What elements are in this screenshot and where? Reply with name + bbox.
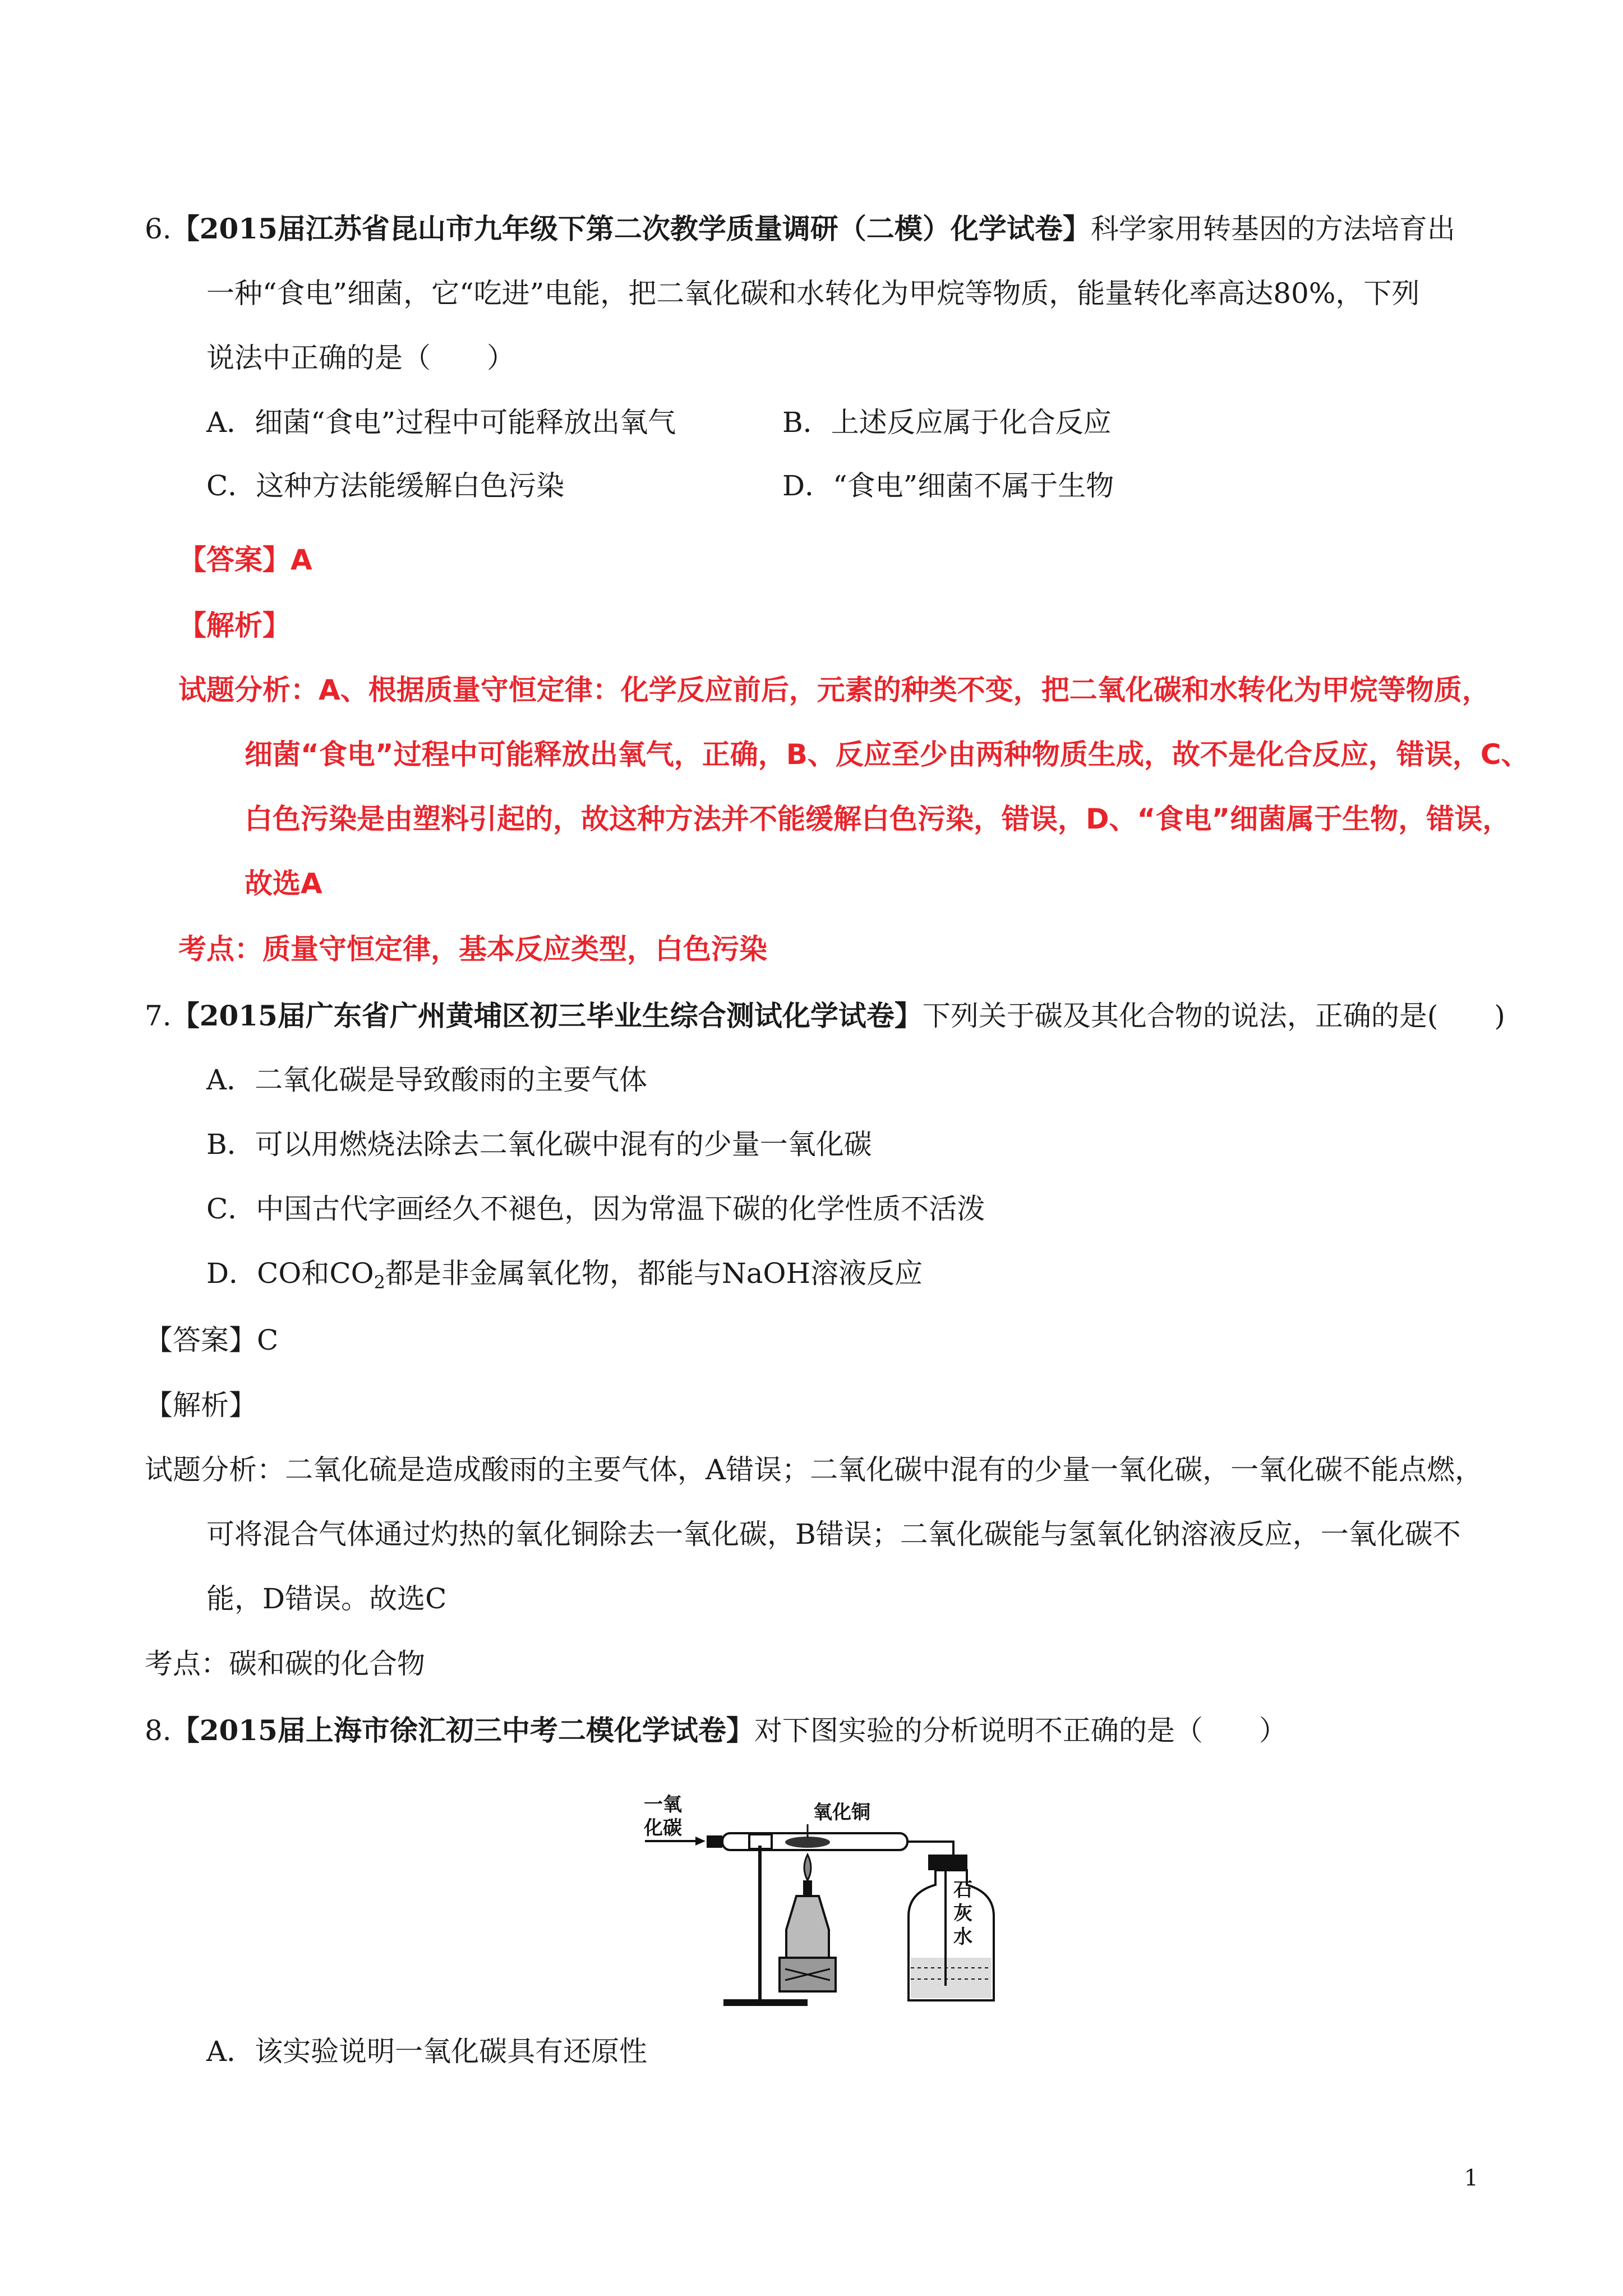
question-7-option-b: B．可以用燃烧法除去二氧化碳中混有的少量一氧化碳: [206, 1128, 872, 1161]
lime-water-bottle: [909, 1855, 994, 2000]
figure-label-co-1: 一氧: [644, 1793, 682, 1816]
question-6-option-d: D．“食电”细菌不属于生物: [782, 470, 1114, 502]
question-7-option-d: [206, 1255, 923, 1291]
question-7-analysis-line-1: 试题分析：二氧化硫是造成酸雨的主要气体，A错误；二氧化碳中混有的少量一氧化碳，一氧化碳不能点燃，: [145, 1453, 1483, 1486]
question-6-analysis-line-4: 故选A: [245, 867, 322, 900]
figure-label-co-2: 化碳: [644, 1817, 682, 1839]
co-reduction-apparatus-figure: [639, 1789, 998, 2014]
question-6-stem-line-3: 说法中正确的是（ ）: [206, 342, 515, 374]
question-number: 7.: [145, 1000, 172, 1032]
question-stem: 科学家用转基因的方法培育出: [1090, 213, 1455, 245]
option-d-text-rest: 都是非金属氧化物，都能与NaOH溶液反应: [385, 1257, 923, 1290]
question-stem: 下列关于碳及其化合物的说法，正确的是( ): [922, 1000, 1505, 1032]
option-d-text: D．CO和CO: [206, 1257, 374, 1290]
question-7-analysis-line-2: 可将混合气体通过灼热的氧化铜除去一氧化碳，B错误；二氧化碳能与氢氧化钠溶液反应，一氧化碳不: [206, 1518, 1461, 1550]
question-7-stem: [145, 998, 1505, 1034]
question-6-stem-line-1: [145, 211, 1455, 247]
question-source: 【2015届上海市徐汇初三中考二模化学试卷】: [171, 1714, 754, 1747]
question-number: 8.: [145, 1714, 172, 1747]
answer-label: 【答案】: [145, 1324, 257, 1356]
question-6-analysis-line-1: 试题分析：A、根据质量守恒定律：化学反应前后，元素的种类不变，把二氧化碳和水转化为甲烷等物质，: [178, 674, 1490, 706]
question-6-option-c: C．这种方法能缓解白色污染: [206, 470, 565, 502]
question-7-option-a: A．二氧化碳是导致酸雨的主要气体: [206, 1064, 648, 1096]
figure-label-lime-1: 石: [953, 1879, 972, 1901]
reaction-tube: [707, 1824, 953, 1857]
page-number: 1: [1464, 2165, 1478, 2191]
question-6-kaodian: 考点：质量守恒定律，基本反应类型，白色污染: [178, 933, 767, 965]
question-7-analysis-label: 【解析】: [145, 1389, 257, 1421]
question-source: 【2015届广东省广州黄埔区初三毕业生综合测试化学试卷】: [171, 999, 923, 1032]
figure-label-cuo: 氧化铜: [813, 1801, 870, 1824]
analysis-label: 【解析】: [178, 609, 291, 642]
question-source: 【2015届江苏省昆山市九年级下第二次教学质量调研（二模）化学试卷】: [171, 212, 1091, 245]
answer-label: 【答案】: [178, 544, 291, 576]
question-7-answer: [145, 1322, 278, 1358]
question-stem: 对下图实验的分析说明不正确的是（ ）: [754, 1714, 1287, 1747]
question-8-stem: [145, 1713, 1287, 1749]
alcohol-lamp: [780, 1855, 836, 1991]
question-6-analysis-label: [178, 608, 291, 643]
figure-label-lime-3: 水: [953, 1926, 972, 1948]
question-6-analysis-line-2: 细菌“食电”过程中可能释放出氧气，正确，B、反应至少由两种物质生成，故不是化合反应，错误，C、: [245, 738, 1529, 771]
subscript: 2: [374, 1272, 385, 1293]
question-6-stem-line-2: 一种“食电”细菌，它“吃进”电能，把二氧化碳和水转化为甲烷等物质，能量转化率高达80%，下列: [206, 277, 1420, 310]
figure-label-lime-2: 灰: [953, 1902, 972, 1925]
question-6-answer: [178, 542, 312, 578]
question-6-option-a: A．细菌“食电”过程中可能释放出氧气: [206, 406, 676, 439]
question-7-kaodian: 考点：碳和碳的化合物: [145, 1648, 425, 1680]
answer-value: A: [291, 544, 312, 576]
question-number: 6.: [145, 213, 172, 245]
question-7-option-c: C．中国古代字画经久不褪色，因为常温下碳的化学性质不活泼: [206, 1193, 985, 1225]
question-8-option-a: A．该实验说明一氧化碳具有还原性: [206, 2035, 648, 2068]
question-7-analysis-line-3: 能，D错误。故选C: [206, 1582, 447, 1615]
question-6-analysis-line-3: 白色污染是由塑料引起的，故这种方法并不能缓解白色污染，错误，D、“食电”细菌属于生物，错误，: [245, 803, 1511, 835]
question-6-option-b: B．上述反应属于化合反应: [782, 406, 1112, 439]
answer-value: C: [257, 1324, 279, 1356]
